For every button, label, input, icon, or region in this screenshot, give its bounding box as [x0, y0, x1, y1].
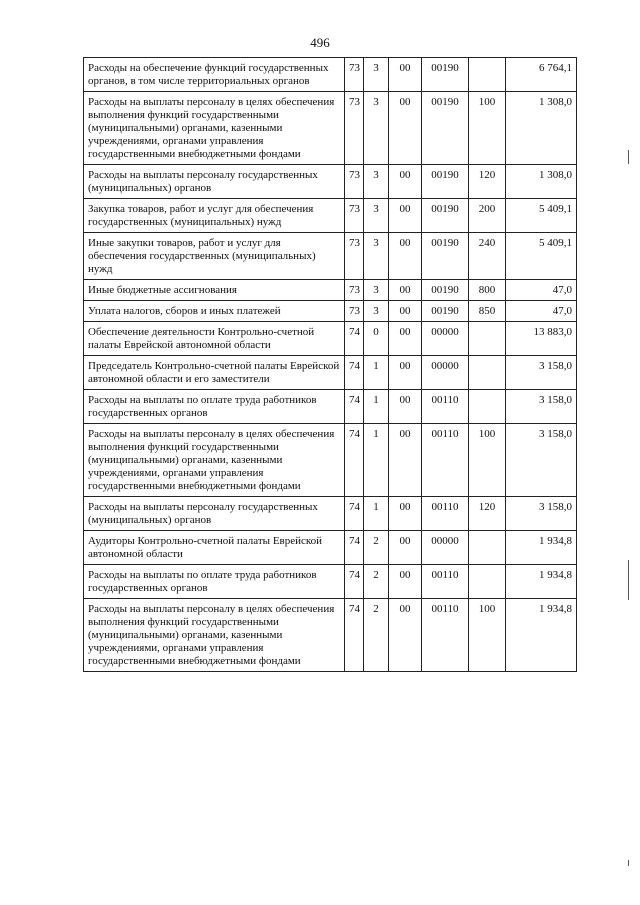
code-group: 00 — [389, 356, 422, 390]
page-number: 496 — [310, 35, 330, 50]
code-direction: 00110 — [422, 390, 469, 424]
code-program: 74 — [345, 390, 364, 424]
code-program: 73 — [345, 165, 364, 199]
code-direction: 00000 — [422, 322, 469, 356]
code-group: 00 — [389, 280, 422, 301]
row-description: Обеспечение деятельности Контрольно-счетной палаты Еврейской автономной области — [84, 322, 345, 356]
table-row — [84, 497, 577, 531]
expense-type: 100 — [469, 599, 506, 672]
expense-type: 120 — [469, 165, 506, 199]
code-group: 00 — [389, 322, 422, 356]
table-row — [84, 356, 577, 390]
code-direction: 00190 — [422, 301, 469, 322]
table-row — [84, 565, 577, 599]
table-row — [84, 280, 577, 301]
code-program: 74 — [345, 599, 364, 672]
code-program: 73 — [345, 92, 364, 165]
expense-type: 800 — [469, 280, 506, 301]
row-description: Расходы на выплаты персоналу в целях обеспечения выполнения функций государственными (муниципальными) органами, казенными учреждениями, органами управления государственными внебюджетными фондами — [84, 424, 345, 497]
code-program: 73 — [345, 280, 364, 301]
row-description: Расходы на выплаты персоналу в целях обеспечения выполнения функций государственными (муниципальными) органами, казенными учреждениями, органами управления государственными внебюджетными фондами — [84, 92, 345, 165]
code-program: 73 — [345, 233, 364, 280]
amount: 3 158,0 — [506, 424, 577, 497]
code-program: 74 — [345, 531, 364, 565]
code-subprogram: 3 — [364, 199, 389, 233]
table-row — [84, 390, 577, 424]
code-subprogram: 3 — [364, 165, 389, 199]
code-group: 00 — [389, 199, 422, 233]
row-description: Расходы на выплаты персоналу в целях обеспечения выполнения функций государственными (муниципальными) органами, казенными учреждениями, органами управления государственными внебюджетными фондами — [84, 599, 345, 672]
amount: 1 934,8 — [506, 531, 577, 565]
code-program: 73 — [345, 301, 364, 322]
code-group: 00 — [389, 565, 422, 599]
edge-mark — [628, 150, 629, 164]
expense-type — [469, 58, 506, 92]
budget-table-body — [84, 58, 577, 672]
amount: 5 409,1 — [506, 199, 577, 233]
code-direction: 00190 — [422, 58, 469, 92]
table-row — [84, 424, 577, 497]
code-direction: 00110 — [422, 424, 469, 497]
edge-mark — [628, 860, 629, 866]
code-group: 00 — [389, 531, 422, 565]
table-row — [84, 92, 577, 165]
row-description: Иные закупки товаров, работ и услуг для обеспечения государственных (муниципальных) нужд — [84, 233, 345, 280]
amount: 1 934,8 — [506, 565, 577, 599]
code-subprogram: 1 — [364, 356, 389, 390]
amount: 6 764,1 — [506, 58, 577, 92]
code-group: 00 — [389, 497, 422, 531]
code-direction: 00110 — [422, 599, 469, 672]
code-group: 00 — [389, 424, 422, 497]
edge-mark — [628, 560, 629, 600]
code-subprogram: 1 — [364, 424, 389, 497]
code-direction: 00000 — [422, 531, 469, 565]
row-description: Расходы на выплаты по оплате труда работников государственных органов — [84, 390, 345, 424]
code-subprogram: 3 — [364, 58, 389, 92]
code-program: 73 — [345, 199, 364, 233]
table-row — [84, 58, 577, 92]
table-row — [84, 233, 577, 280]
code-direction: 00190 — [422, 92, 469, 165]
code-subprogram: 3 — [364, 233, 389, 280]
expense-type — [469, 390, 506, 424]
code-direction: 00110 — [422, 565, 469, 599]
expense-type: 200 — [469, 199, 506, 233]
code-group: 00 — [389, 165, 422, 199]
code-group: 00 — [389, 58, 422, 92]
code-program: 74 — [345, 424, 364, 497]
row-description: Иные бюджетные ассигнования — [84, 280, 345, 301]
code-group: 00 — [389, 92, 422, 165]
amount: 3 158,0 — [506, 497, 577, 531]
amount: 3 158,0 — [506, 356, 577, 390]
row-description: Расходы на выплаты персоналу государственных (муниципальных) органов — [84, 497, 345, 531]
amount: 47,0 — [506, 280, 577, 301]
table-row — [84, 301, 577, 322]
amount: 5 409,1 — [506, 233, 577, 280]
code-group: 00 — [389, 301, 422, 322]
code-subprogram: 2 — [364, 565, 389, 599]
code-direction: 00110 — [422, 497, 469, 531]
code-subprogram: 3 — [364, 301, 389, 322]
code-subprogram: 3 — [364, 92, 389, 165]
code-direction: 00190 — [422, 199, 469, 233]
budget-table — [83, 57, 577, 672]
expense-type: 100 — [469, 92, 506, 165]
code-program: 74 — [345, 356, 364, 390]
table-row — [84, 599, 577, 672]
code-subprogram: 2 — [364, 599, 389, 672]
row-description: Уплата налогов, сборов и иных платежей — [84, 301, 345, 322]
expense-type: 100 — [469, 424, 506, 497]
code-program: 74 — [345, 497, 364, 531]
amount: 47,0 — [506, 301, 577, 322]
expense-type — [469, 565, 506, 599]
row-description: Расходы на обеспечение функций государственных органов, в том числе территориальных органов — [84, 58, 345, 92]
code-direction: 00190 — [422, 233, 469, 280]
code-group: 00 — [389, 599, 422, 672]
code-program: 74 — [345, 565, 364, 599]
code-direction: 00190 — [422, 280, 469, 301]
expense-type — [469, 356, 506, 390]
code-subprogram: 2 — [364, 531, 389, 565]
amount: 1 934,8 — [506, 599, 577, 672]
code-group: 00 — [389, 390, 422, 424]
expense-type — [469, 322, 506, 356]
table-row — [84, 199, 577, 233]
code-program: 74 — [345, 322, 364, 356]
expense-type — [469, 531, 506, 565]
code-group: 00 — [389, 233, 422, 280]
row-description: Расходы на выплаты по оплате труда работников государственных органов — [84, 565, 345, 599]
code-direction: 00000 — [422, 356, 469, 390]
amount: 1 308,0 — [506, 165, 577, 199]
amount: 13 883,0 — [506, 322, 577, 356]
expense-type: 850 — [469, 301, 506, 322]
code-subprogram: 0 — [364, 322, 389, 356]
code-subprogram: 1 — [364, 390, 389, 424]
expense-type: 120 — [469, 497, 506, 531]
code-subprogram: 1 — [364, 497, 389, 531]
table-row — [84, 322, 577, 356]
amount: 3 158,0 — [506, 390, 577, 424]
row-description: Председатель Контрольно-счетной палаты Еврейской автономной области и его заместители — [84, 356, 345, 390]
table-row — [84, 165, 577, 199]
table-row — [84, 531, 577, 565]
row-description: Расходы на выплаты персоналу государственных (муниципальных) органов — [84, 165, 345, 199]
row-description: Аудиторы Контрольно-счетной палаты Еврейской автономной области — [84, 531, 345, 565]
amount: 1 308,0 — [506, 92, 577, 165]
code-direction: 00190 — [422, 165, 469, 199]
row-description: Закупка товаров, работ и услуг для обеспечения государственных (муниципальных) нужд — [84, 199, 345, 233]
expense-type: 240 — [469, 233, 506, 280]
code-program: 73 — [345, 58, 364, 92]
code-subprogram: 3 — [364, 280, 389, 301]
